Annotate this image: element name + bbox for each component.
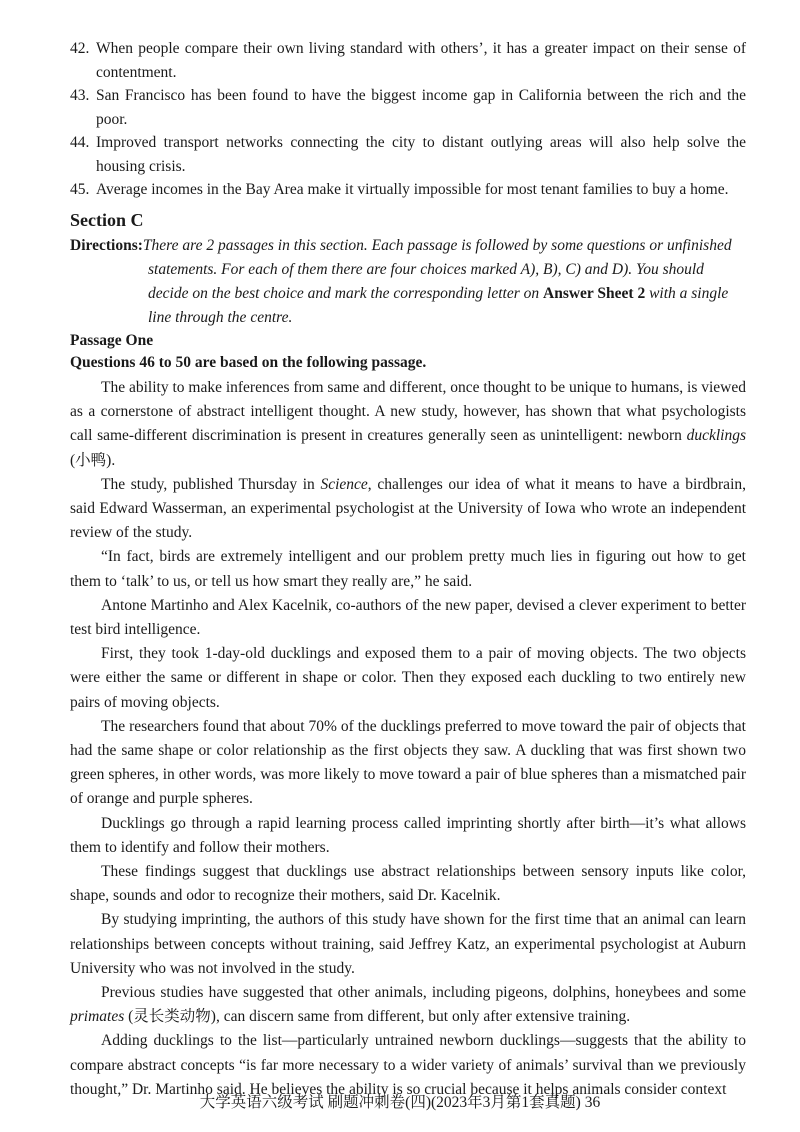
statement-list [70, 37, 746, 202]
paragraph-text: (小鸭). [70, 451, 116, 469]
statement-text: Improved transport networks connecting the city to distant outlying areas will also help solve the housing crisis. [96, 134, 746, 175]
passage-body [70, 376, 746, 1102]
statement-number: 44. [70, 134, 90, 151]
paragraph-text: (灵长类动物), can discern same from different, but only after extensive training. [124, 1008, 631, 1026]
passage-title: Passage One [70, 332, 154, 349]
italic-term: ducklings [686, 427, 746, 445]
statement-number: 43. [70, 87, 90, 104]
paragraph-text: The study, published Thursday in [101, 475, 321, 493]
paragraph: By studying imprinting, the authors of this study have shown for the first time that an animal can learn relationships between concepts without training, said Jeffrey Katz, an experimental psychologist at Auburn University who was not involved in the study. [70, 911, 746, 977]
statement-number: 42. [70, 40, 90, 57]
directions-line: line through the centre. [148, 309, 293, 326]
italic-term: Science [320, 475, 368, 493]
statement-text: San Francisco has been found to have the biggest income gap in California between the rich and the poor. [96, 87, 746, 128]
statement-text: Average incomes in the Bay Area make it virtually impossible for most tenant families to buy a home. [96, 181, 729, 198]
paragraph: The researchers found that about 70% of the ducklings preferred to move toward the pair of objects that had the same shape or color relationship as the first objects they saw. A duckling that was first shown two green spheres, in other words, was more likely to move toward a pair of blue spheres than a mismatched pair of orange and purple spheres. [70, 717, 746, 808]
paragraph-text: , challenges our idea of what it means to have a birdbrain, said Edward Wasserman, an experimental psychologist at the University of Iowa who wrote an independent review of the study. [70, 475, 746, 542]
directions-line: statements. For each of them there are four choices marked A), B), C) and D). You should [148, 261, 704, 278]
paragraph-text: The ability to make inferences from same and different, once thought to be unique to humans, is viewed as a cornerstone of abstract intelligent thought. A new study, however, has shown that what psychologists call same-different discrimination is present in creatures generally seen as unintelligent: newborn [70, 379, 746, 445]
page-footer: 大学英语六级考试 刷题冲刺卷(四)(2023年3月第1套真题) 36 [199, 1094, 601, 1111]
directions [70, 234, 746, 330]
paragraph [70, 981, 746, 1029]
paragraph: Ducklings go through a rapid learning process called imprinting shortly after birth—it’s what allows them to identify and follow their mothers. [70, 814, 746, 856]
paragraph: Adding ducklings to the list—particularly untrained newborn ducklings—suggests that the ability to compare abstract concepts “is far more necessary to a wider variety of animals’ survival than we previously thought,” Dr. Martinho said. He believes the ability is so crucial because it helps animals consider context [70, 1032, 746, 1098]
questions-title: Questions 46 to 50 are based on the following passage. [70, 354, 427, 371]
italic-term: primates [70, 1008, 125, 1026]
directions-line [70, 282, 746, 306]
paragraph: “In fact, birds are extremely intelligent and our problem pretty much lies in figuring out how to get them to ‘talk’ to us, or tell us how smart they really are,” he said. [70, 548, 746, 590]
paragraph: Antone Martinho and Alex Kacelnik, co-authors of the new paper, devised a clever experiment to better test bird intelligence. [70, 596, 746, 639]
directions-line: There are 2 passages in this section. Each passage is followed by some questions or unfinished [142, 237, 732, 254]
answer-sheet-label: Answer Sheet 2 [543, 285, 646, 302]
paragraph: These findings suggest that ducklings use abstract relationships between sensory inputs like color, shape, sounds and odor to recognize their mothers, said Dr. Kacelnik. [70, 863, 746, 905]
statement-item [70, 178, 746, 202]
paragraph-text: Previous studies have suggested that other animals, including pigeons, dolphins, honeybees and some [101, 984, 746, 1002]
statement-text: When people compare their own living standard with others’, it has a greater impact on their sense of contentment. [96, 40, 746, 81]
section-title: Section C [70, 210, 144, 230]
paragraph: First, they took 1-day-old ducklings and exposed them to a pair of moving objects. The two objects were either the same or different in shape or color. Then they exposed each duckling to two entirely new pairs of moving objects. [70, 645, 746, 711]
directions-text: decide on the best choice and mark the corresponding letter on [148, 285, 544, 302]
statement-item [70, 84, 746, 131]
directions-label: Directions: [70, 237, 143, 254]
statement-item [70, 131, 746, 178]
statement-number: 45. [70, 181, 90, 198]
paragraph [70, 473, 746, 546]
directions-text: with a single [645, 285, 729, 302]
paragraph [70, 376, 746, 473]
statement-item [70, 37, 746, 84]
